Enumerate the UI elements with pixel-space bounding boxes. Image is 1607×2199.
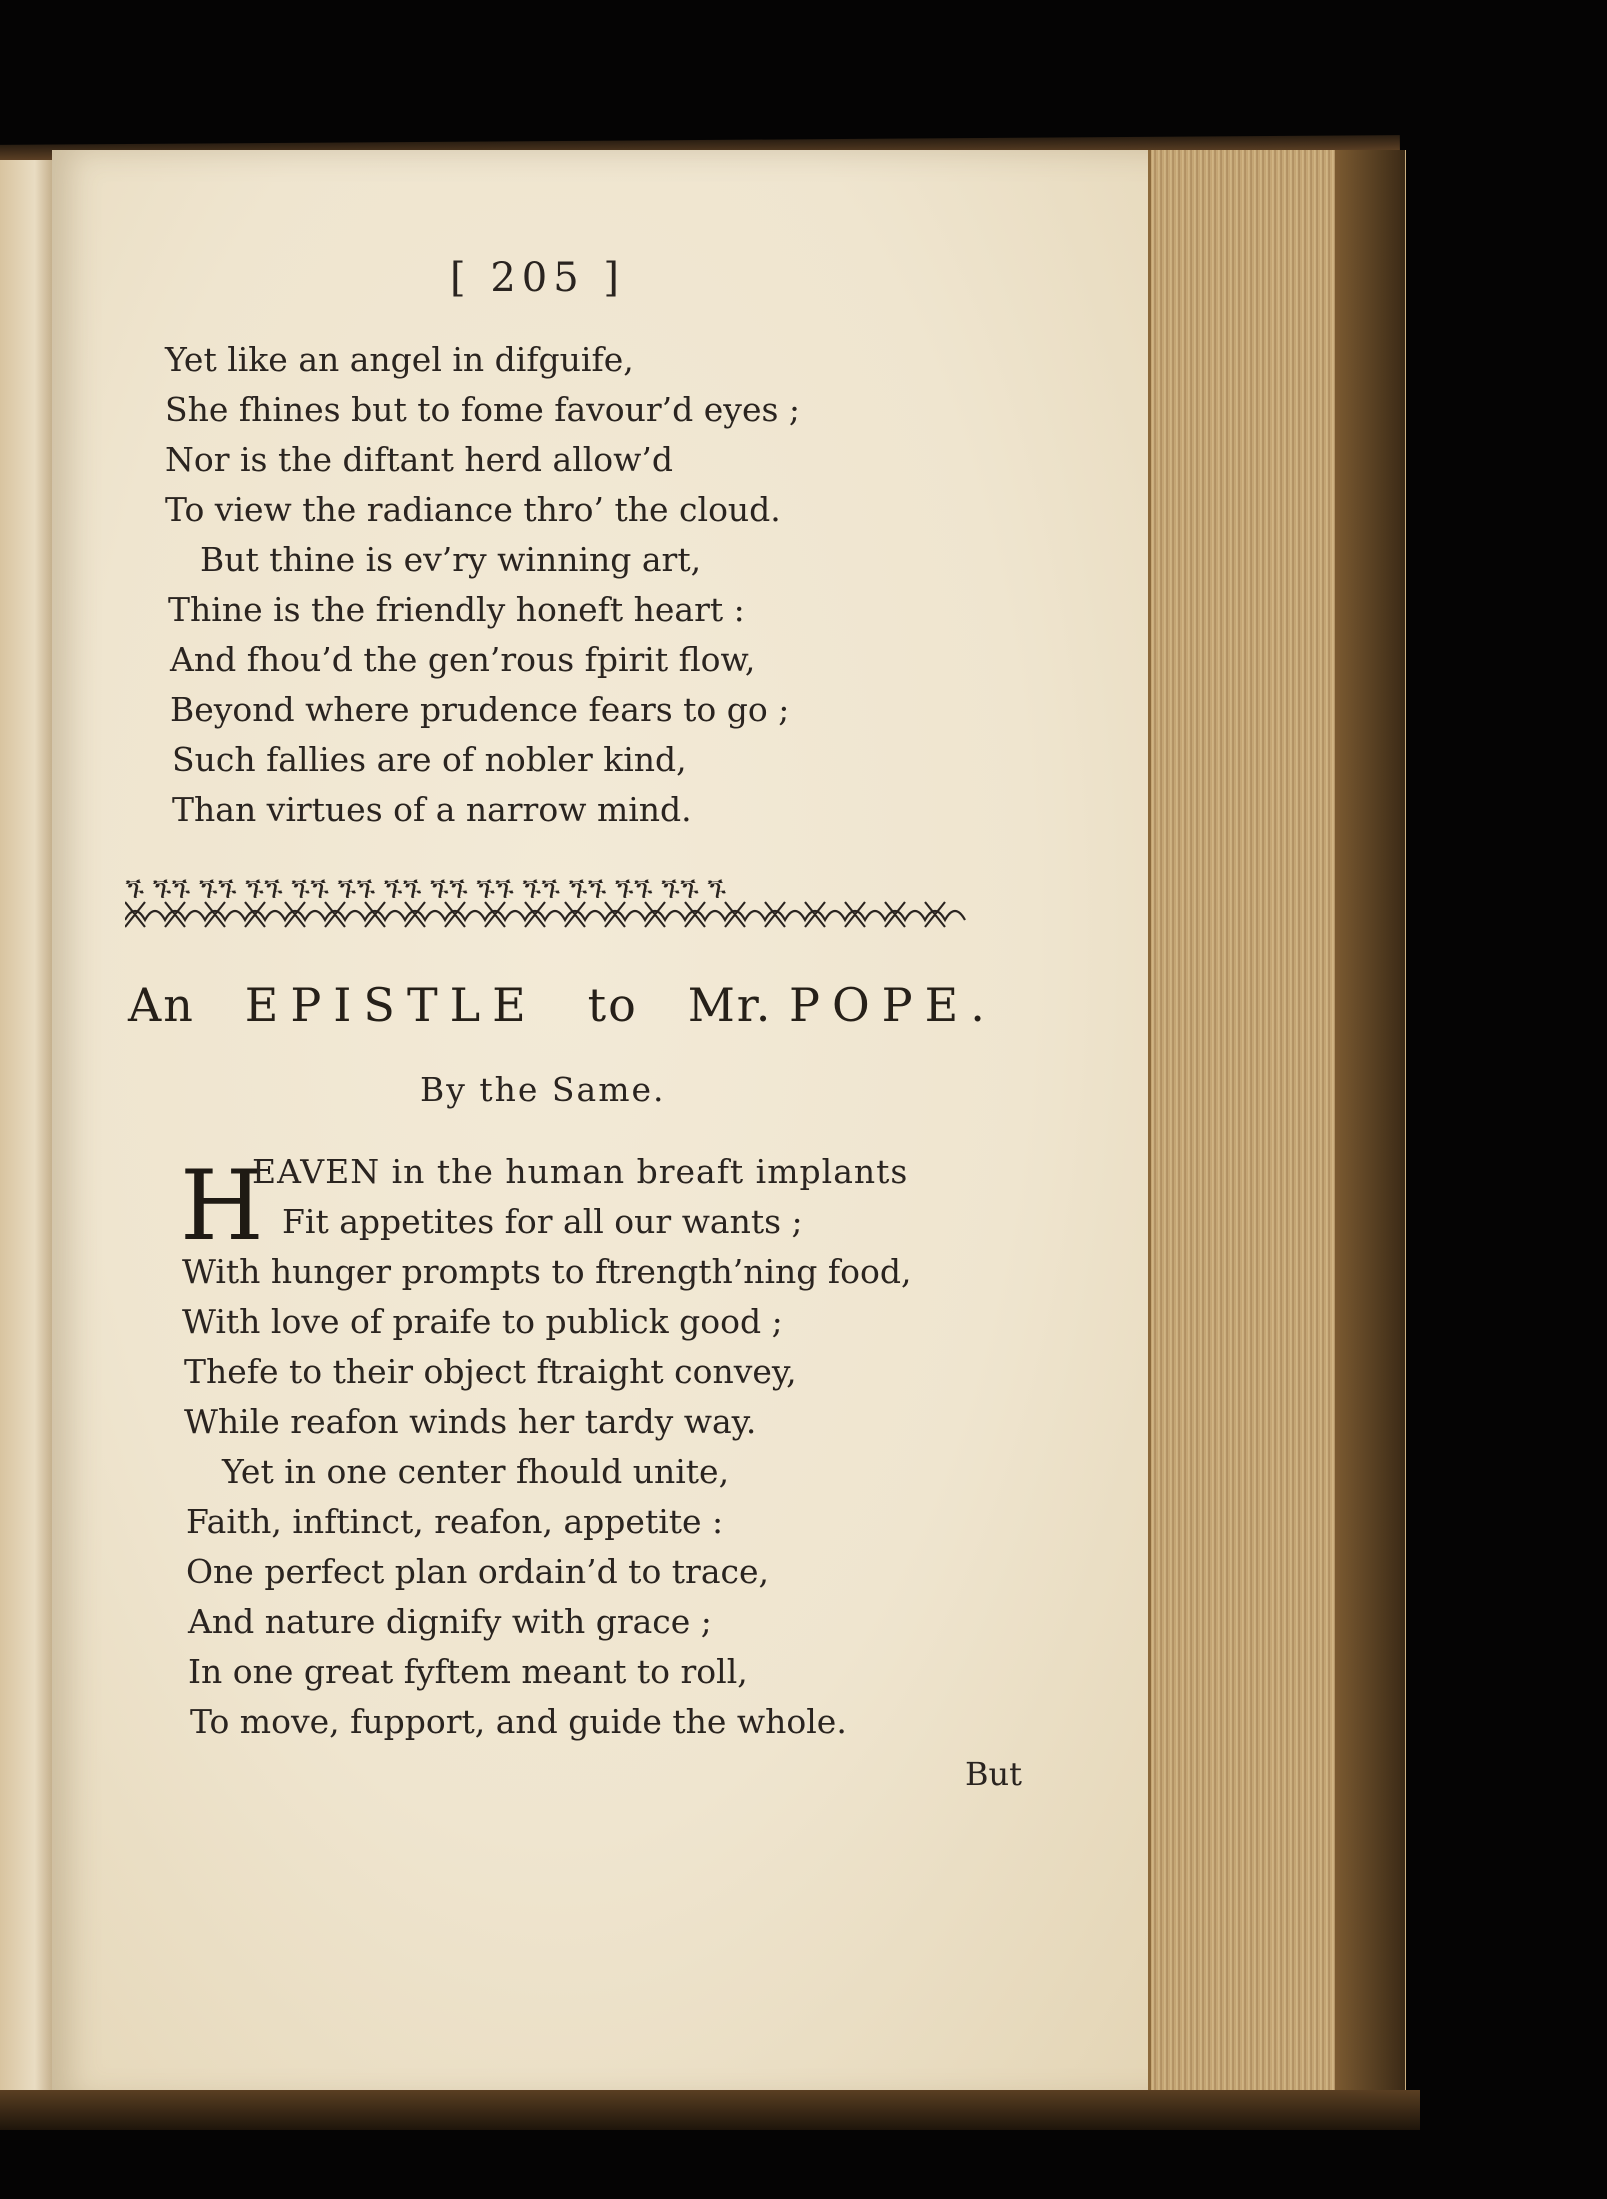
title-prefix: An [128,978,195,1032]
epistle-first-line: EAVEN in the human breaft implants [252,1152,909,1191]
stanza-line: And fhou’d the gen’rous fpirit flow, [170,640,756,679]
title-main: EPISTLE [244,978,538,1032]
drop-cap: H [180,1150,264,1262]
stanza-line: Nor is the diftant herd allow’d [165,440,674,479]
page-number: [ 205 ] [450,255,625,301]
book-cover-bottom [0,2090,1420,2130]
epistle-line: With hunger prompts to ftrength’ning food, [182,1252,912,1291]
ornament-band [125,872,975,932]
epistle-line: One perfect plan ordain’d to trace, [186,1552,770,1591]
title-name: POPE. [789,978,997,1032]
byline: By the Same. [420,1070,666,1109]
epistle-line: With love of praife to publick good ; [182,1302,783,1341]
stanza-line: Such fallies are of nobler kind, [172,740,687,779]
catchword: But [965,1755,1022,1793]
title-to: to [587,978,638,1032]
stanza-line: Beyond where prudence fears to go ; [170,690,790,729]
title-mr: Mr. [687,978,773,1032]
epistle-line: Thefe to their object ftraight convey, [184,1352,797,1391]
epistle-line: While reafon winds her tardy way. [184,1402,757,1441]
stanza-line: To view the radiance thro’ the cloud. [165,490,781,529]
epistle-line: To move, fupport, and guide the whole. [190,1702,847,1741]
epistle-line: Yet in one center fhould unite, [222,1452,730,1491]
epistle-line: In one great fyftem meant to roll, [188,1652,748,1691]
book-cover-edge [1335,150,1405,2100]
epistle-line: Faith, inftinct, reafon, appetite : [186,1502,724,1541]
stanza-line: Thine is the friendly honeft heart : [168,590,745,629]
epistle-line: Fit appetites for all our wants ; [282,1202,803,1241]
stanza-line: Yet like an angel in difguife, [165,340,634,379]
stanza-line: Than virtues of a narrow mind. [172,790,692,829]
svg-text:ጙ ጙጙ ጙጙ ጙጙ ጙጙ ጙጙ ጙጙ ጙጙ ጙጙ ጙጙ ጙ: ጙ ጙጙ ጙጙ ጙጙ ጙጙ ጙጙ ጙጙ ጙጙ ጙጙ ጙጙ ጙጙ ጙጙ ጙጙ ጙ [125,875,726,905]
previous-page-edge [0,160,60,2100]
stanza-line: But thine is ev’ry winning art, [200,540,702,579]
epistle-line: And nature dignify with grace ; [188,1602,712,1641]
stanza-line: She fhines but to fome favour’d eyes ; [165,390,801,429]
poem-title [128,978,997,1032]
